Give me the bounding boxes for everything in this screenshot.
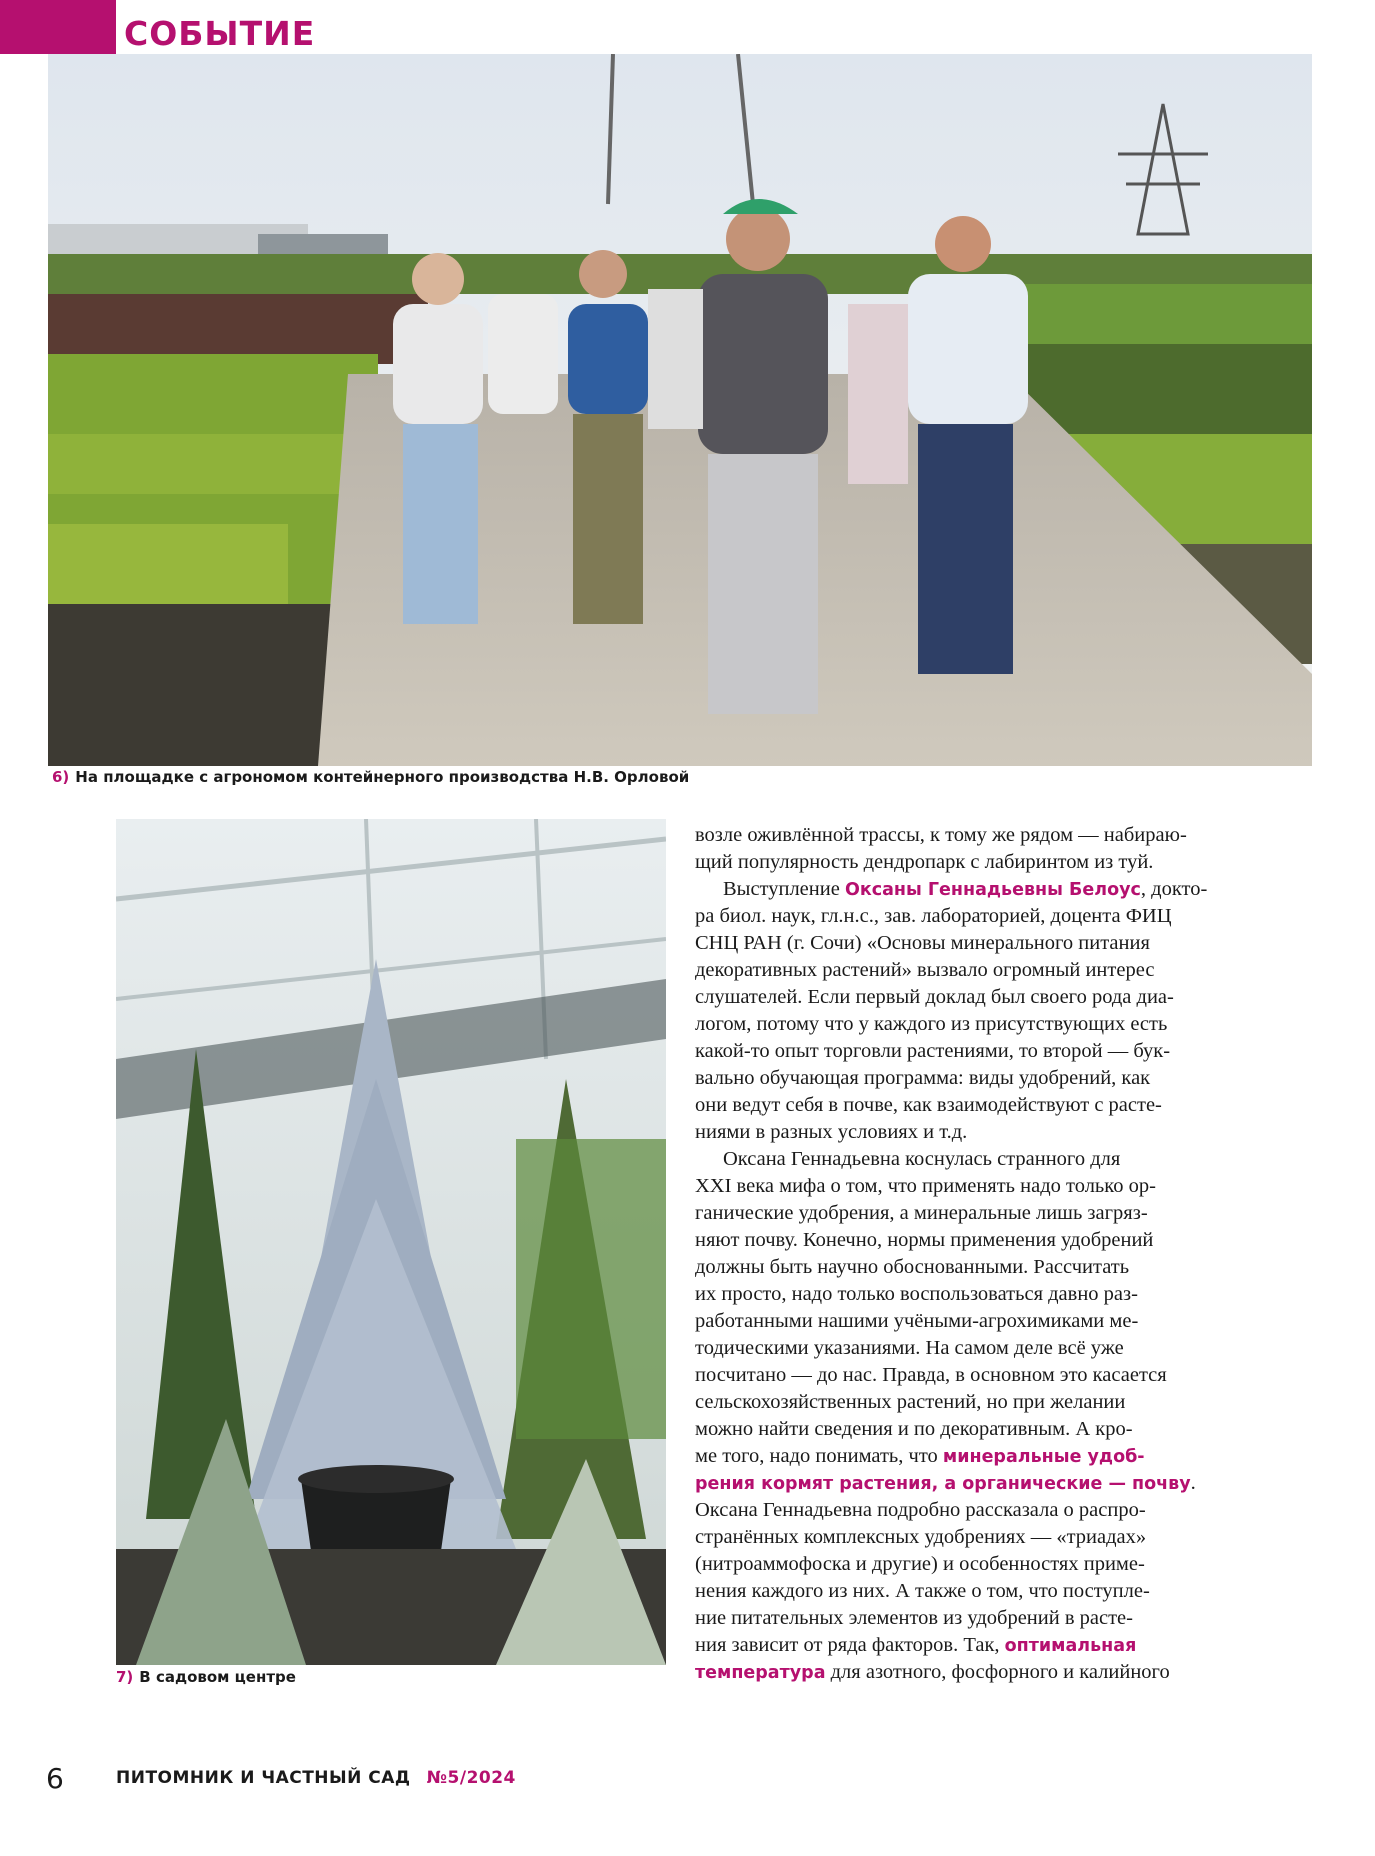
footer-magazine-info [116,1768,516,1788]
photo-garden-center [116,819,666,1665]
article-text: . [1190,1472,1196,1494]
article-line: XXI века мифа о том, что применять надо только ор- [695,1175,1156,1197]
highlight-temperature: температура [695,1663,826,1683]
article-line: (нитроаммофоска и другие) и особенностях приме- [695,1553,1145,1575]
article-line [695,1470,1235,1497]
article-text: ния зависит от ряда факторов. Так, [695,1634,1005,1656]
article-line [695,1443,1235,1470]
article-line: слушателей. Если первый доклад был своего рода диа- [695,986,1174,1008]
highlight-speaker-name: Оксаны Геннадьевны Белоус [844,880,1141,900]
photo1-caption [52,768,689,786]
article-line: логом, потому что у каждого из присутствующих есть [695,1013,1168,1035]
article-line: ниями в разных условиях и т.д. [695,1121,968,1143]
article-line: их просто, надо только воспользоваться давно раз- [695,1283,1138,1305]
article-line: можно найти сведения и по декоративным. А кро- [695,1418,1133,1440]
section-color-bar [0,0,116,54]
article-line: вально обучающая программа: виды удобрений, как [695,1067,1151,1089]
article-line: работанными нашими учёными-агрохимиками ме- [695,1310,1139,1332]
article-text: Выступление [723,878,845,900]
article-text: ме того, надо понимать, что [695,1445,943,1467]
article-line: ганические удобрения, а минеральные лишь загряз- [695,1202,1148,1224]
article-line: должны быть научно обоснованными. Рассчитать [695,1256,1130,1278]
magazine-title: ПИТОМНИК И ЧАСТНЫЙ САД [116,1768,411,1788]
photo2-caption-text: В садовом центре [139,1668,296,1686]
article-line [695,1659,1235,1686]
highlight-optimal: оптимальная [1004,1636,1137,1656]
photo-garden-center-image [116,819,666,1665]
photo1-caption-number: 6) [52,768,70,786]
article-line: возле оживлённой трассы, к тому же рядом — набираю- [695,824,1187,846]
article-line: тодическими указаниями. На самом деле всё уже [695,1337,1124,1359]
highlight-feed-plants: рения кормят растения, а органические — почву [695,1474,1191,1494]
photo1-caption-text: На площадке с агрономом контейнерного производства Н.В. Орловой [75,768,690,786]
article-line: нения каждого из них. А также о том, что поступле- [695,1580,1150,1602]
article-line: декоративных растений» вызвало огромный интерес [695,959,1155,981]
photo2-caption [116,1668,296,1686]
highlight-mineral-fertilizers: минеральные удоб- [942,1447,1145,1467]
article-line [695,876,1235,903]
article-line: щий популярность дендропарк с лабиринтом из туй. [695,851,1154,873]
article-line [695,1632,1235,1659]
article-line: сельскохозяйственных растений, но при желании [695,1391,1126,1413]
article-text: , докто- [1140,878,1208,900]
article-line: ра биол. наук, гл.н.с., зав. лабораторией, доцента ФИЦ [695,905,1172,927]
issue-number: №5/2024 [426,1768,516,1788]
photo2-caption-number: 7) [116,1668,134,1686]
section-title: СОБЫТИЕ [124,14,316,53]
article-line: СНЦ РАН (г. Сочи) «Основы минерального питания [695,932,1150,954]
page-number: 6 [46,1762,64,1795]
article-text: для азотного, фосфорного и калийного [825,1661,1170,1683]
article-line: посчитано — до нас. Правда, в основном это касается [695,1364,1167,1386]
article-line: странённых комплексных удобрениях — «триадах» [695,1526,1147,1548]
article-body [695,822,1235,1686]
article-line: Оксана Геннадьевна коснулась странного для [723,1148,1121,1170]
article-line: ние питательных элементов из удобрений в расте- [695,1607,1133,1629]
article-line: какой-то опыт торговли растениями, то второй — бук- [695,1040,1171,1062]
article-line: Оксана Геннадьевна подробно рассказала о распро- [695,1499,1146,1521]
photo-nursery-walk-image [48,54,1312,766]
article-line: няют почву. Конечно, нормы применения удобрений [695,1229,1154,1251]
article-line: они ведут себя в почве, как взаимодействуют с расте- [695,1094,1162,1116]
photo-nursery-walk [48,54,1312,766]
